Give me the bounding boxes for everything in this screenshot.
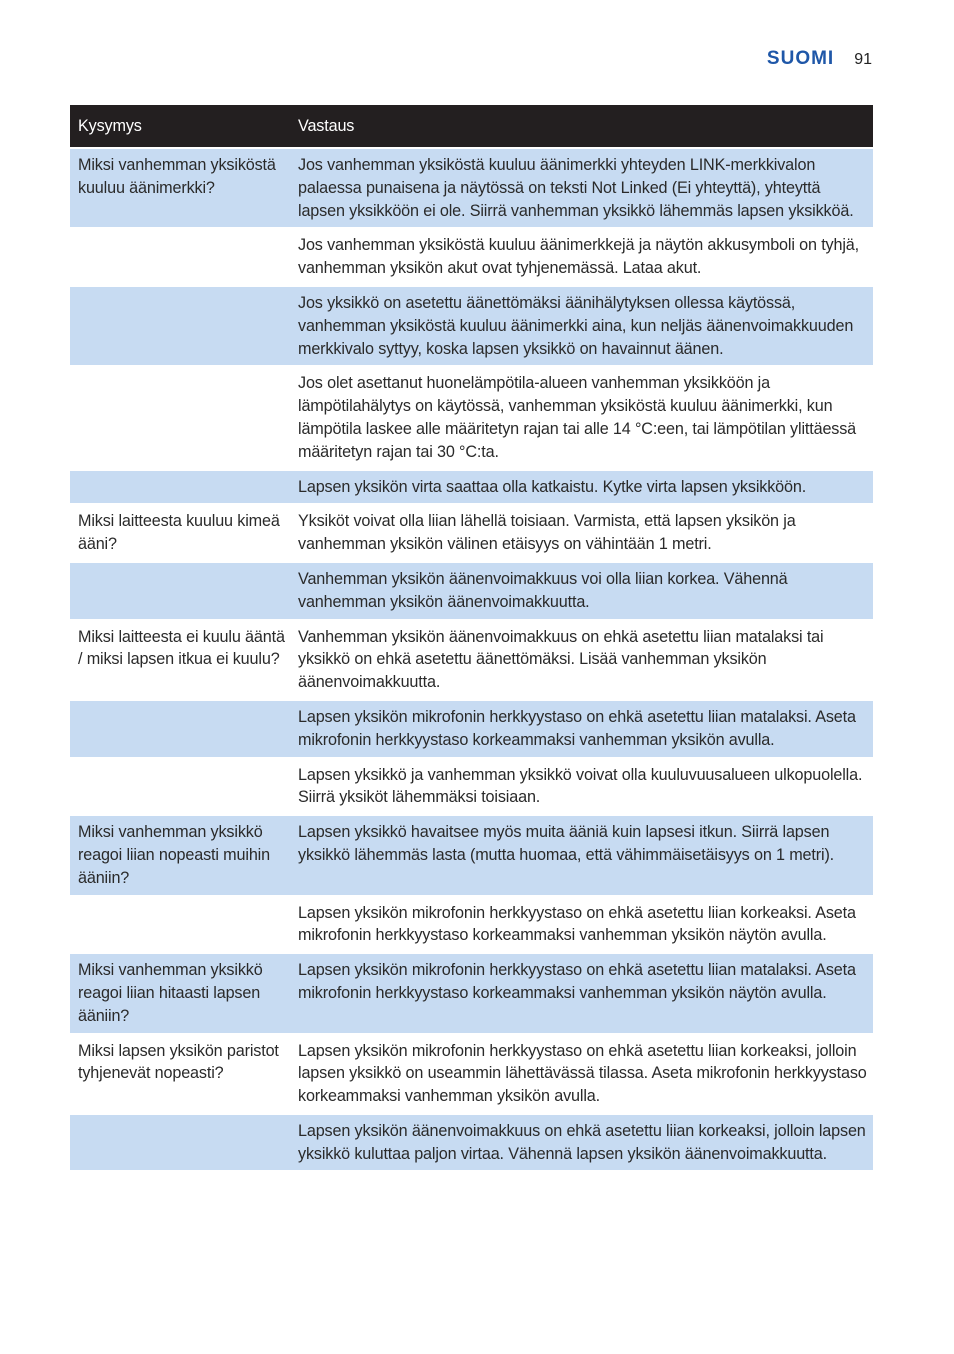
question-cell: Miksi lapsen yksikön paristot tyhjenevät nopeasti? <box>70 1033 292 1113</box>
answer-cell: Lapsen yksikön mikrofonin herkkyystaso on ehkä asetettu liian korkeaksi, jolloin lapsen yksikkö on useammin lähettävässä tilassa. Aseta mikrofonin herkkyystaso korkeammaksi vanhemman yksikön avulla. <box>292 1033 873 1113</box>
column-header-answer: Vastaus <box>292 105 873 147</box>
question-cell <box>70 561 292 619</box>
table-row <box>70 952 873 1032</box>
question-cell <box>70 365 292 468</box>
question-cell <box>70 469 292 504</box>
column-header-question: Kysymys <box>70 105 292 147</box>
faq-table <box>70 105 873 1170</box>
answer-cell: Vanhemman yksikön äänenvoimakkuus on ehkä asetettu liian matalaksi tai yksikkö on ehkä asetettu äänettömäksi. Lisää vanhemman yksikön äänenvoimakkuutta. <box>292 619 873 699</box>
answer-cell: Jos vanhemman yksiköstä kuuluu äänimerkki yhteyden LINK-merkkivalon palaessa punaisena ja näytössä on teksti Not Linked (Ei yhteyttä), yhteyttä lapsen yksikköön ei ole. Siirrä vanhemman yksikkö lähemmäs lapsen yksikköä. <box>292 147 873 227</box>
table-row <box>70 814 873 894</box>
question-cell <box>70 699 292 757</box>
question-cell <box>70 285 292 365</box>
table-row <box>70 227 873 285</box>
answer-cell: Lapsen yksikkö ja vanhemman yksikkö voivat olla kuuluvuusalueen ulkopuolella. Siirrä yksiköt lähemmäksi toisiaan. <box>292 757 873 815</box>
answer-cell: Jos vanhemman yksiköstä kuuluu äänimerkkejä ja näytön akkusymboli on tyhjä, vanhemman yksikön akut ovat tyhjenemässä. Lataa akut. <box>292 227 873 285</box>
table-row <box>70 895 873 953</box>
answer-cell: Lapsen yksikön mikrofonin herkkyystaso on ehkä asetettu liian matalaksi. Aseta mikrofonin herkkyystaso korkeammaksi vanhemman yksikön näytön avulla. <box>292 952 873 1032</box>
table-row <box>70 365 873 468</box>
question-cell <box>70 1113 292 1171</box>
question-cell <box>70 227 292 285</box>
page-number: 91 <box>854 51 872 68</box>
answer-cell: Lapsen yksikön mikrofonin herkkyystaso on ehkä asetettu liian matalaksi. Aseta mikrofonin herkkyystaso korkeammaksi vanhemman yksikön avulla. <box>292 699 873 757</box>
question-cell <box>70 895 292 953</box>
table-row <box>70 619 873 699</box>
table-row <box>70 469 873 504</box>
question-cell: Miksi vanhemman yksikkö reagoi liian nopeasti muihin ääniin? <box>70 814 292 894</box>
answer-cell: Lapsen yksikön virta saattaa olla katkaistu. Kytke virta lapsen yksikköön. <box>292 469 873 504</box>
section-title: SUOMI <box>766 48 835 69</box>
answer-cell: Lapsen yksikön äänenvoimakkuus on ehkä asetettu liian korkeaksi, jolloin lapsen yksikkö kuluttaa paljon virtaa. Vähennä lapsen yksikön äänenvoimakkuutta. <box>292 1113 873 1171</box>
table-row <box>70 147 873 227</box>
table-row <box>70 285 873 365</box>
table-row <box>70 1033 873 1113</box>
faq-table-body <box>70 147 873 1170</box>
table-header-row <box>70 105 873 147</box>
answer-cell: Vanhemman yksikön äänenvoimakkuus voi olla liian korkea. Vähennä vanhemman yksikön äänenvoimakkuutta. <box>292 561 873 619</box>
table-row <box>70 503 873 561</box>
question-cell: Miksi laitteesta ei kuulu ääntä / miksi lapsen itkua ei kuulu? <box>70 619 292 699</box>
table-row <box>70 757 873 815</box>
page-header <box>767 48 872 70</box>
answer-cell: Jos olet asettanut huonelämpötila-alueen vanhemman yksikköön ja lämpötilahälytys on käytössä, vanhemman yksiköstä kuuluu äänimerkki, kun lämpötila laskee alle määritetyn rajan tai alle 14 °C:een, tai lämpötilan ylittäessä määritetyn rajan tai 30 °C:ta. <box>292 365 873 468</box>
question-cell <box>70 757 292 815</box>
table-row <box>70 699 873 757</box>
table-row <box>70 1113 873 1171</box>
answer-cell: Lapsen yksikkö havaitsee myös muita ääniä kuin lapsesi itkun. Siirrä lapsen yksikkö lähemmäs lasta (mutta huomaa, että vähimmäisetäisyys on 1 metri). <box>292 814 873 894</box>
question-cell: Miksi vanhemman yksikkö reagoi liian hitaasti lapsen ääniin? <box>70 952 292 1032</box>
question-cell: Miksi laitteesta kuuluu kimeä ääni? <box>70 503 292 561</box>
answer-cell: Lapsen yksikön mikrofonin herkkyystaso on ehkä asetettu liian korkeaksi. Aseta mikrofonin herkkyystaso korkeammaksi vanhemman yksikön näytön avulla. <box>292 895 873 953</box>
answer-cell: Yksiköt voivat olla liian lähellä toisiaan. Varmista, että lapsen yksikön ja vanhemman yksikön välinen etäisyys on vähintään 1 metri. <box>292 503 873 561</box>
table-row <box>70 561 873 619</box>
question-cell: Miksi vanhemman yksiköstä kuuluu äänimerkki? <box>70 147 292 227</box>
answer-cell: Jos yksikkö on asetettu äänettömäksi äänihälytyksen ollessa käytössä, vanhemman yksiköstä kuuluu äänimerkki aina, kun neljäs äänenvoimakkuuden merkkivalo syttyy, koska lapsen yksikkö on havainnut äänen. <box>292 285 873 365</box>
